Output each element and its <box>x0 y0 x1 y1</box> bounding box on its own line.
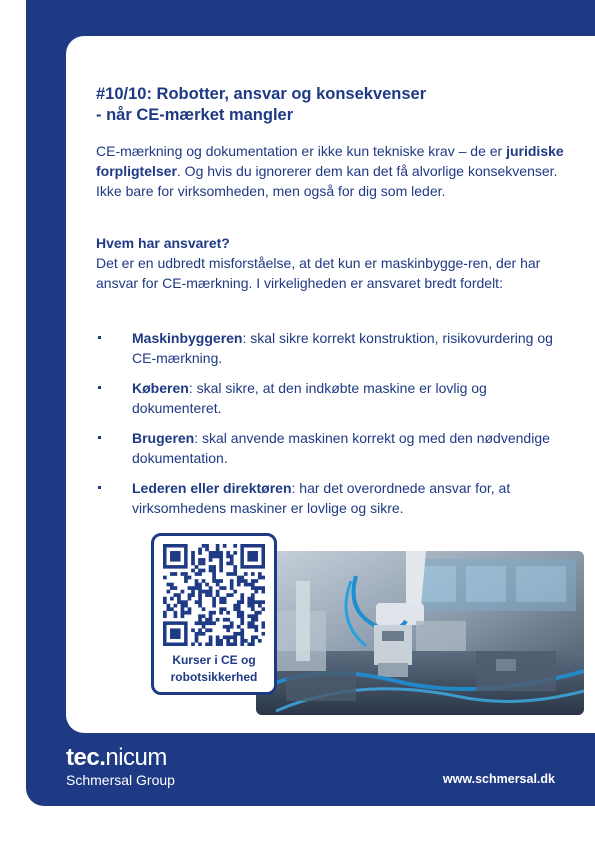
list-item-text: : har det overordnede ansvar for, at virksomhedens maskiner er lovlige og sikre. <box>132 480 511 516</box>
website-link[interactable]: www.schmersal.dk <box>442 772 555 786</box>
logo-subtitle: Schmersal Group <box>66 772 175 788</box>
list-item-text: : skal anvende maskinen korrekt og med den nødvendige dokumentation. <box>132 430 550 466</box>
intro-paragraph <box>96 141 566 201</box>
responsibility-list <box>96 328 566 528</box>
page-title <box>96 84 556 126</box>
logo-wordmark-light: nicum <box>105 744 167 771</box>
intro-text-end: . Og hvis du ignorerer dem kan det få alvorlige konsekvenser. Ikke bare for virksomheden, men også for dig som leder. <box>96 163 558 199</box>
bullet-icon <box>98 436 101 439</box>
section-heading: Hvem har ansvaret? <box>96 235 230 251</box>
list-item <box>96 428 566 468</box>
list-item-text: : skal sikre, at den indkøbte maskine er lovlig og dokumenteret. <box>132 380 487 416</box>
list-item <box>96 378 566 418</box>
bullet-icon <box>98 386 101 389</box>
intro-text-start: CE-mærkning og dokumentation er ikke kun tekniske krav – de er <box>96 143 507 159</box>
qr-caption-line-1: Kurser i CE og <box>172 653 256 667</box>
title-line-1: #10/10: Robotter, ansvar og konsekvenser <box>96 85 427 103</box>
list-item <box>96 478 566 518</box>
qr-code-icon[interactable] <box>163 544 265 646</box>
list-item-text: : skal sikre korrekt konstruktion, risikovurdering og CE-mærkning. <box>132 330 553 366</box>
list-item-term: Køberen <box>132 380 189 396</box>
qr-card[interactable] <box>151 533 277 695</box>
logo-wordmark <box>66 744 175 772</box>
robot-arm-illustration <box>256 551 584 715</box>
list-item-term: Brugeren <box>132 430 195 446</box>
section-body: Det er en udbredt misforståelse, at det kun er maskinbygge-ren, der har ansvar for CE-mærkning. I virkeligheden er ansvaret bredt fordelt: <box>96 255 541 291</box>
intro-bold-term: juridiske forpligtelser <box>96 143 564 179</box>
title-line-2: - når CE-mærket mangler <box>96 106 294 124</box>
qr-caption-line-2: robotsikkerhed <box>170 670 258 684</box>
company-logo <box>66 744 175 788</box>
logo-wordmark-bold: tec. <box>66 744 106 771</box>
list-item-term: Lederen eller direktøren <box>132 480 292 496</box>
list-item <box>96 328 566 368</box>
bullet-icon <box>98 336 101 339</box>
robot-photo <box>256 551 584 715</box>
qr-caption <box>154 652 274 686</box>
bullet-icon <box>98 486 101 489</box>
list-item-term: Maskinbyggeren <box>132 330 243 346</box>
